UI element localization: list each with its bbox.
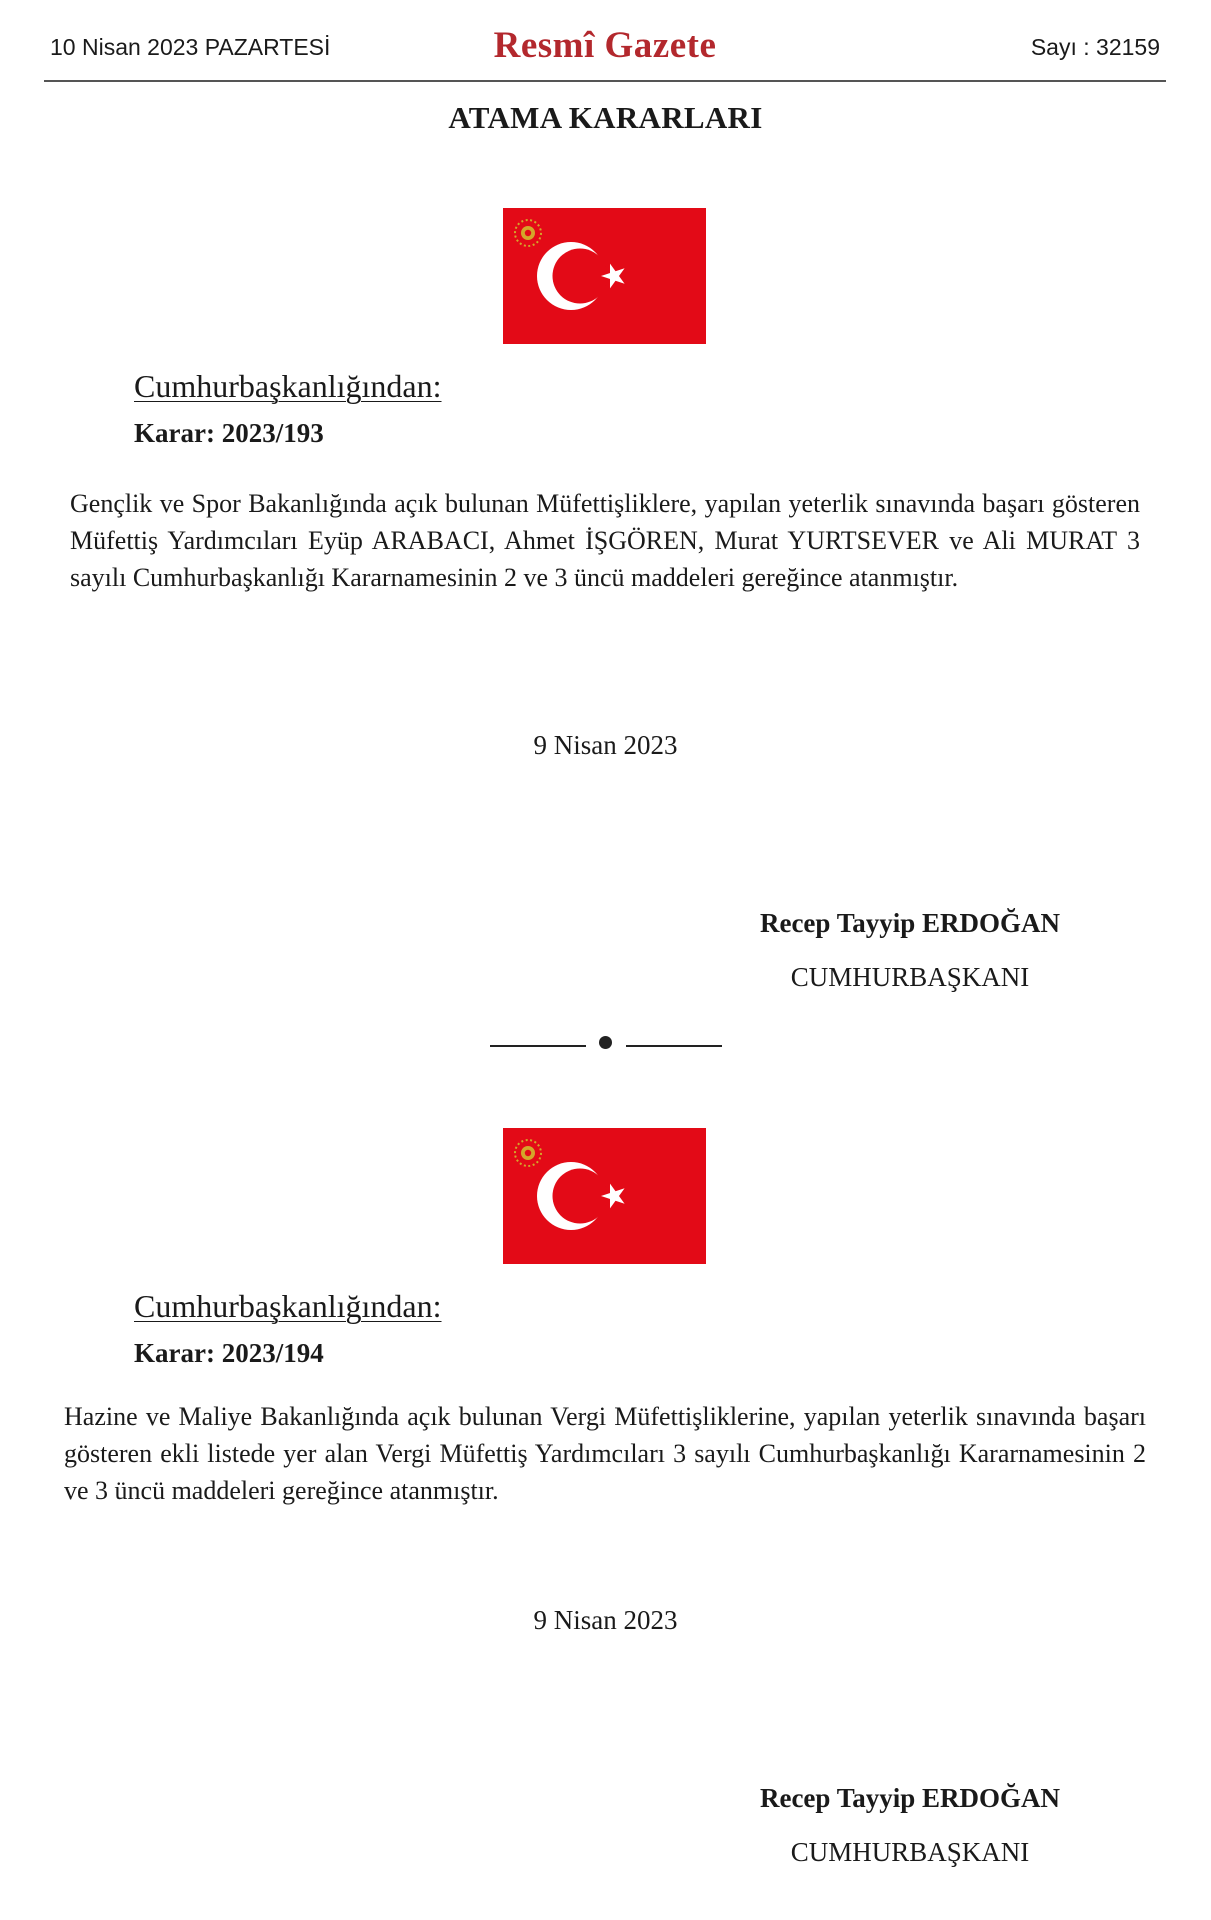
decision-separator bbox=[490, 1030, 722, 1054]
decision-2-body: Hazine ve Maliye Bakanlığında açık bulunan Vergi Müfettişliklerine, yapılan yeterlik sınavında başarı gösteren ekli listede yer alan Vergi Müfettiş Yardımcıları 3 sayılı Cumhurbaşkanlığı Kararnamesinin 2 ve 3 üncü maddeleri gereğince atanmıştır. bbox=[64, 1402, 1146, 1505]
publication-date: 10 Nisan 2023 PAZARTESİ bbox=[50, 34, 331, 60]
masthead bbox=[44, 25, 1166, 82]
decision-2-date: 9 Nisan 2023 bbox=[533, 1605, 678, 1635]
separator-line-right bbox=[626, 1045, 722, 1047]
decision-2-signatory-title: CUMHURBAŞKANI bbox=[790, 1837, 1030, 1867]
decision-1-issuer: Cumhurbaşkanlığından: bbox=[134, 368, 442, 404]
gazette-title: Resmî Gazete bbox=[493, 25, 717, 66]
decision-2-signatory-name: Recep Tayyip ERDOĞAN bbox=[759, 1783, 1061, 1813]
decision-2-issuer: Cumhurbaşkanlığından: bbox=[134, 1288, 442, 1324]
decision-1-signatory-title: CUMHURBAŞKANI bbox=[790, 962, 1030, 992]
decision-2-decree-number: Karar: 2023/194 bbox=[134, 1338, 324, 1368]
section-title: ATAMA KARARLARI bbox=[448, 100, 763, 135]
separator-line-left bbox=[490, 1045, 586, 1047]
flag-icon bbox=[503, 208, 706, 344]
decision-1-body: Gençlik ve Spor Bakanlığında açık bulunan Müfettişliklere, yapılan yeterlik sınavında başarı gösteren Müfettiş Yardımcıları Eyüp ARABACI, Ahmet İŞGÖREN, Murat YURTSEVER ve Ali MURAT 3 sayılı Cumhurbaşkanlığı Kararnamesinin 2 ve 3 üncü maddeleri gereğince atanmıştır. bbox=[70, 489, 1140, 592]
decision-1-date: 9 Nisan 2023 bbox=[533, 730, 678, 760]
decision-1-signatory-name: Recep Tayyip ERDOĞAN bbox=[759, 908, 1061, 938]
decision-1-decree-number: Karar: 2023/193 bbox=[134, 418, 324, 448]
separator-dot-icon bbox=[599, 1036, 612, 1049]
flag-icon bbox=[503, 1128, 706, 1264]
issue-number: Sayı : 32159 bbox=[1030, 34, 1160, 60]
